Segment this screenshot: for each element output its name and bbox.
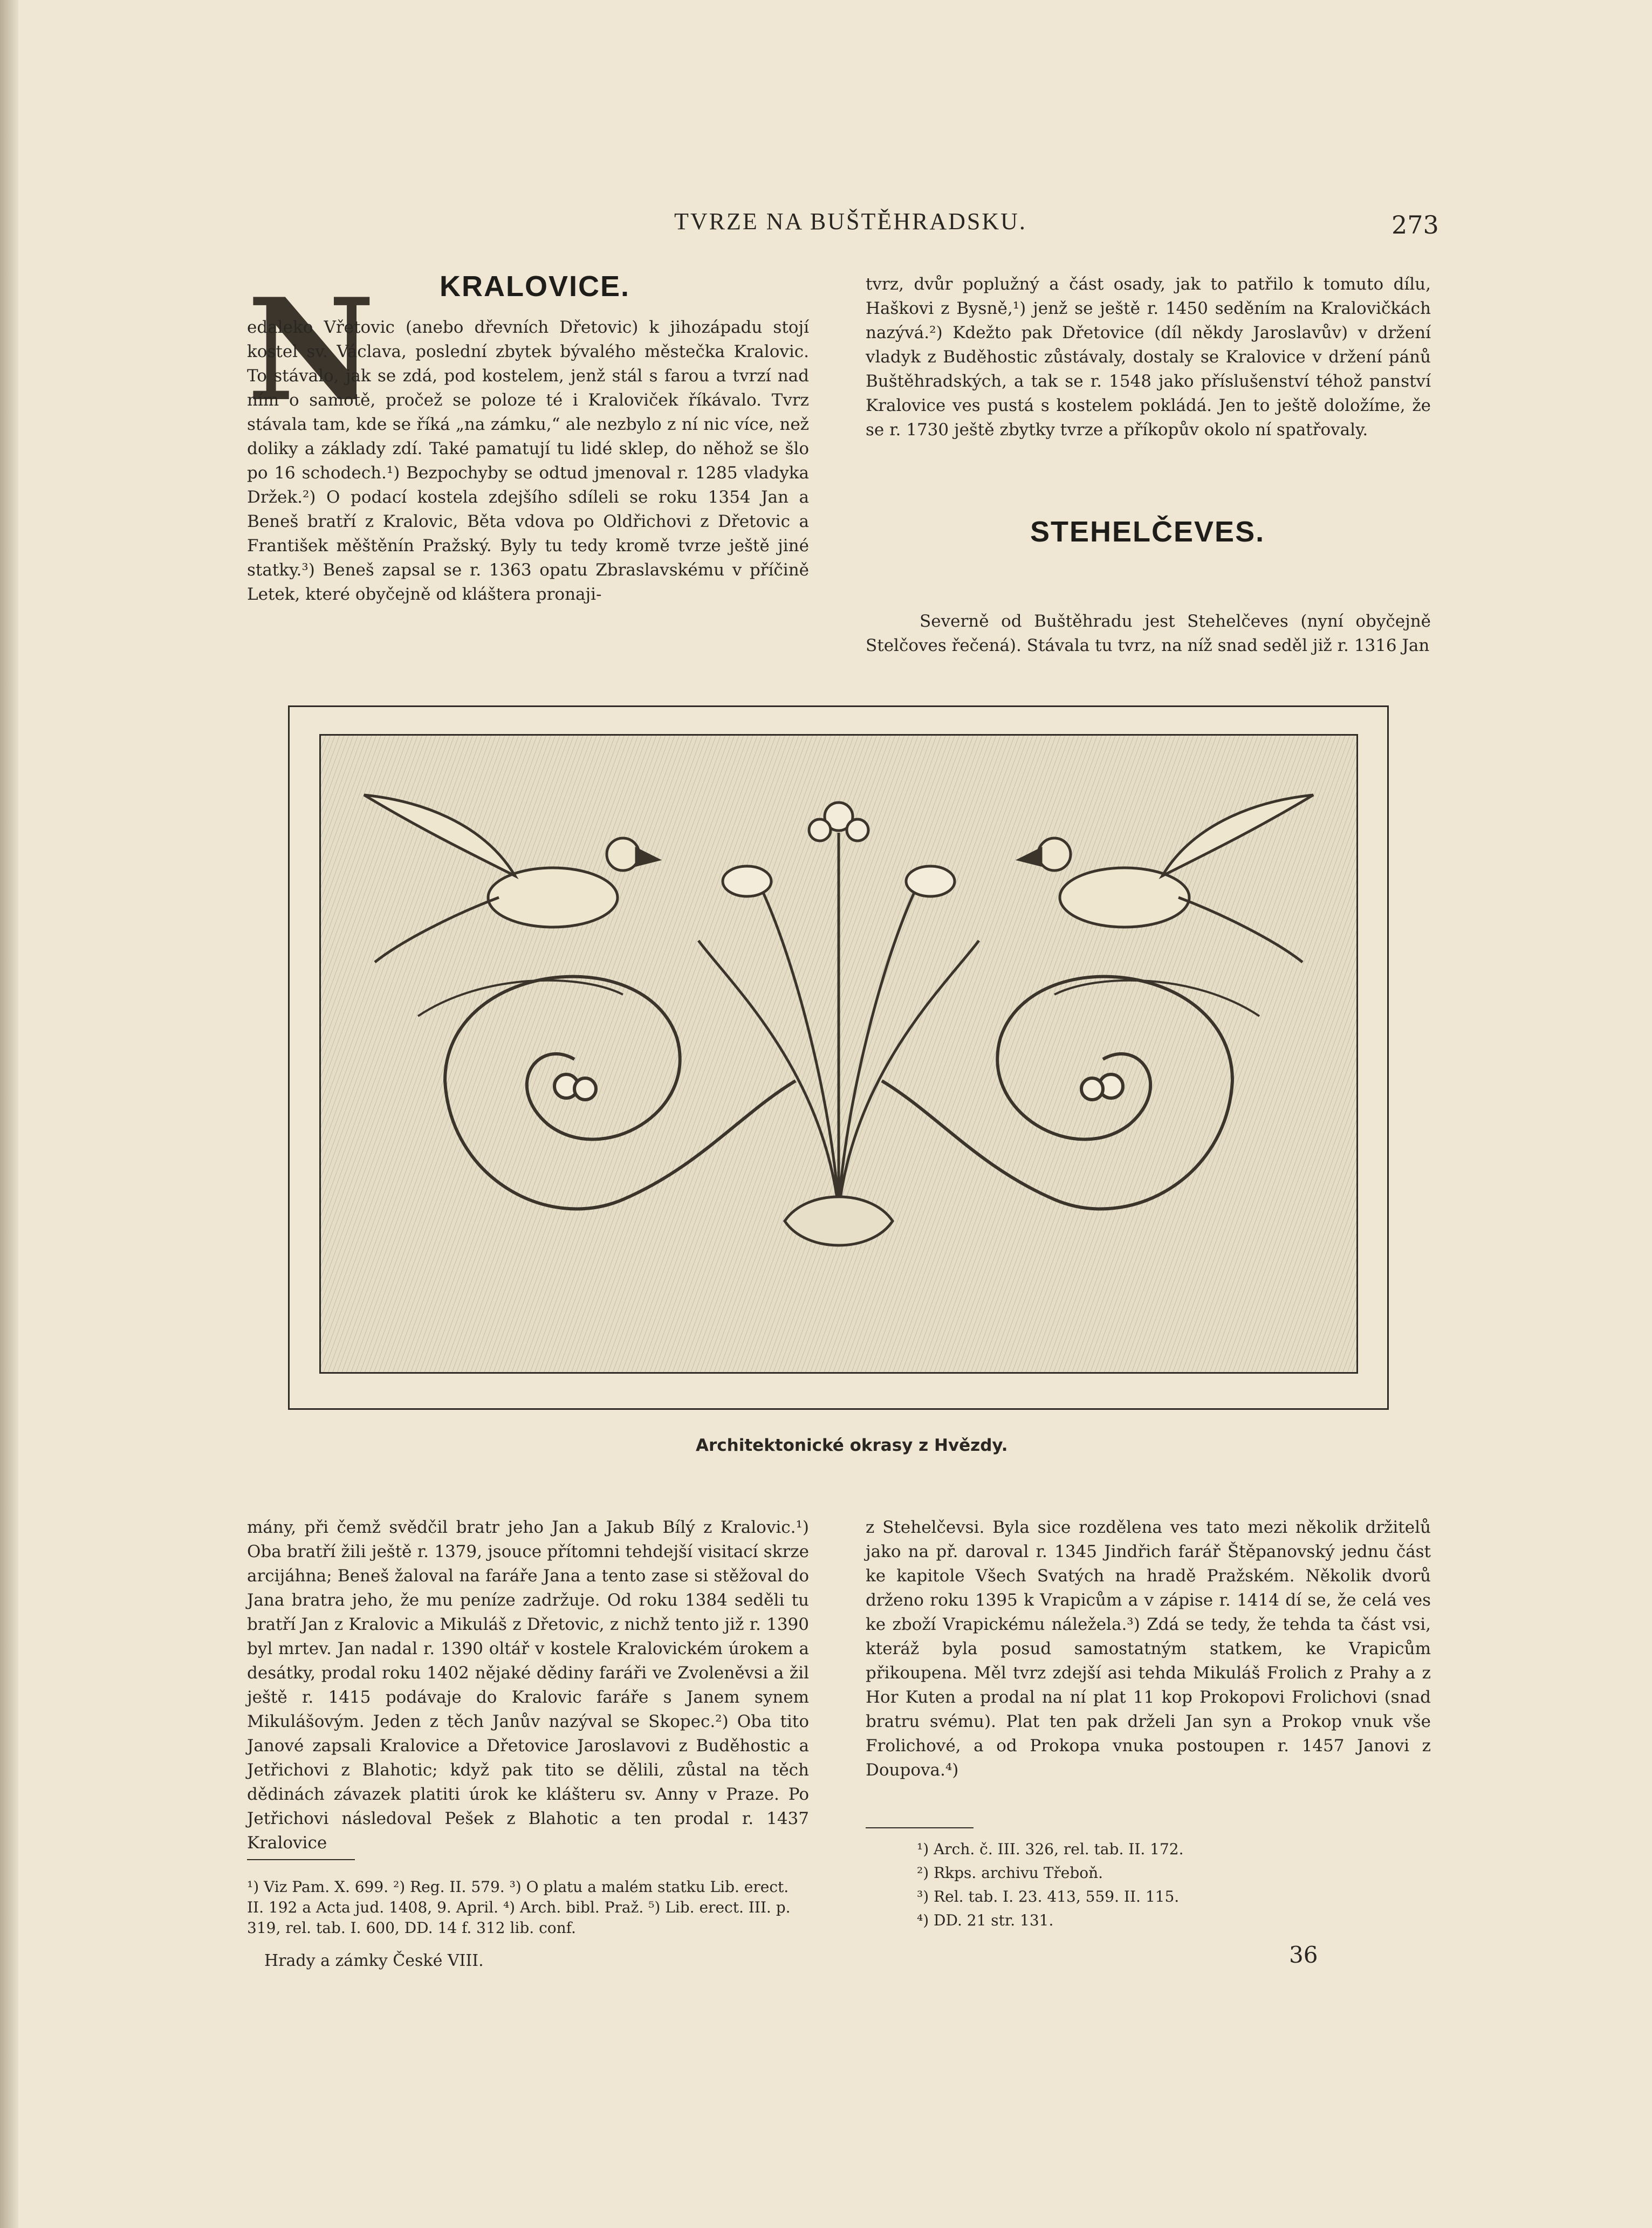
- footnote-item: ²) Rkps. archivu Třeboň.: [917, 1864, 1103, 1882]
- page-binding-edge: [0, 0, 18, 2228]
- ornament-drawing: [321, 736, 1356, 1372]
- bottom-right-text-column: [866, 1516, 1431, 1818]
- ornament-illustration: [319, 734, 1358, 1374]
- bottom-left-paragraph: mány, při čemž svědčil bratr jeho Jan a Jakub Bílý z Kralovic.¹) Oba bratří žili ještě r. 1379, jsouce přítomni tehdejší visitací skrze arcijáhna; Beneš žaloval na faráře Jana a tento zase si stěžoval do Jana bratra jeho, že mu peníze zadržuje. Od roku 1384 seděli tu bratří Jan z Kralovic a Mikuláš z Dřetovic, z nichž tento již r. 1390 byl mrtev. Jan nadal r. 1390 oltář v kostele Kralovickém úrokem a desátky, prodal roku 1402 nějaké dědiny faráři ve Zvoleněvsi a žil ještě r. 1415 podávaje do Kralovic faráře s Janem synem Mikulášovým. Jeden z těch Janův nazýval se Skopec.²) Oba tito Janové zapsali Kralovice a Dřetovice Jaroslavovi z Buděhostic a Jetřichovi z Blahotic; když pak tito se dělili, zůstal na těch dědinách závazek platiti úrok ke klášteru sv. Anny v Praze. Po Jetřichovi následoval Pešek z Blahotic a ten prodal r. 1437 Kralovice: [247, 1518, 809, 1853]
- section-heading-kralovice: KRALOVICE.: [440, 270, 630, 303]
- footnotes-left: ¹) Viz Pam. X. 699. ²) Reg. II. 579. ³) O platu a malém statku Lib. erect. II. 192 a Acta jud. 1408, 9. April. ⁴) Arch. bibl. Praž. ⁵) Lib. erect. III. p. 319, rel. tab. I. 600, DD. 14 f. 312 lib. conf.: [247, 1878, 791, 1937]
- page-number: 273: [1391, 210, 1439, 239]
- ornamental-dropcap: N: [247, 268, 375, 433]
- footnote-item: ³) Rel. tab. I. 23. 413, 559. II. 115.: [917, 1888, 1180, 1905]
- footnotes-right: [917, 1839, 1348, 1934]
- ornament-figure: [288, 705, 1389, 1410]
- stehelceves-paragraph: Severně od Buštěhradu jest Stehelčeves (nyní obyčejně Stelčoves řečená). Stávala tu tvrz, na níž snad seděl již r. 1316 Jan: [866, 612, 1431, 655]
- figure-caption: Architektonické okrasy z Hvězdy.: [696, 1436, 1008, 1455]
- footnote-rule-left: [247, 1859, 355, 1860]
- stehelceves-text-column: [866, 609, 1431, 663]
- section-heading-stehelceves: STEHELČEVES.: [1030, 516, 1265, 548]
- right-top-paragraph: tvrz, dvůr poplužný a část osady, jak to patřilo k tomuto dílu, Haškovi z Bysně,¹) jenž se ještě r. 1450 seděním na Kralovičkách nazývá.²) Kdežto pak Dřetovice (díl někdy Jaroslavův) v držení vladyk z Buděhostic zůstávaly, dostaly se Kralovice v držení pánů Buštěhradských, a tak se r. 1548 jako příslušenství téhož panství Kralovice ves pustá s kostelem pokládá. Jen to ještě doložíme, že se r. 1730 ještě zbytky tvrze a příkopův okolo ní spatřovaly.: [866, 275, 1431, 440]
- bottom-left-text-column: [247, 1516, 809, 1861]
- running-head: TVRZE NA BUŠTĚHRADSKU.: [674, 208, 1027, 235]
- footnote-item: ⁴) DD. 21 str. 131.: [917, 1911, 1054, 1929]
- kralovice-text-column: [247, 316, 809, 650]
- right-top-text-column: [866, 272, 1431, 456]
- footnote-item: ¹) Arch. č. III. 326, rel. tab. II. 172.: [917, 1840, 1184, 1858]
- footnote-rule-right: [866, 1827, 974, 1828]
- bottom-right-paragraph: z Stehelčevsi. Byla sice rozdělena ves tato mezi několik držitelů jako na př. daroval r. 1345 Jindřich farář Štěpanovský jednu část ke kapitole Všech Svatých na hradě Pražském. Několik dvorů drženo roku 1395 k Vrapicům a v zápise r. 1414 dí se, že celá ves ke zboží Vrapickému náležela.³) Zdá se tedy, že tehda ta část vsi, kteráž byla posud samostatným statkem, ke Vrapicům přikoupena. Měl tvrz zdejší asi tehda Mikuláš Frolich z Prahy a z Hor Kuten a prodal na ní plat 11 kop Prokopovi Frolichovi (snad bratru svému). Plat ten pak drželi Jan syn a Prokop vnuk vše Frolichové, a od Prokopa vnuka postoupen r. 1457 Janovi z Doupova.⁴): [866, 1518, 1431, 1780]
- sheet-number: 36: [1289, 1942, 1318, 1968]
- kralovice-paragraph: edaleko Vřetovic (anebo dřevních Dřetovic) k jihozápadu stojí kostel sv. Václava, poslední zbytek bývalého městečka Kralovic. To stávalo, jak se zdá, pod kostelem, jenž stál s farou a tvrzí nad ním o samotě, pročež se poloze té i Kraloviček říkávalo. Tvrz stávala tam, kde se říká „na zámku,“ ale nezbylo z ní nic více, než doliky a základy zdí. Také pamatují tu lidé sklep, do něhož se šlo po 16 schodech.¹) Bezpochyby se odtud jmenoval r. 1285 vladyka Držek.²) O podací kostela zdejšího sdíleli se roku 1354 Jan a Beneš bratří z Kralovic, Běta vdova po Oldřichovi z Dřetovic a František měštěnín Pražský. Byly tu tedy kromě tvrze ještě jiné statky.³) Beneš zapsal se r. 1363 opatu Zbraslavskému v příčině Letek, které obyčejně od kláštera pronaji-: [247, 318, 809, 604]
- footer-signature: Hrady a zámky České VIII.: [264, 1951, 484, 1970]
